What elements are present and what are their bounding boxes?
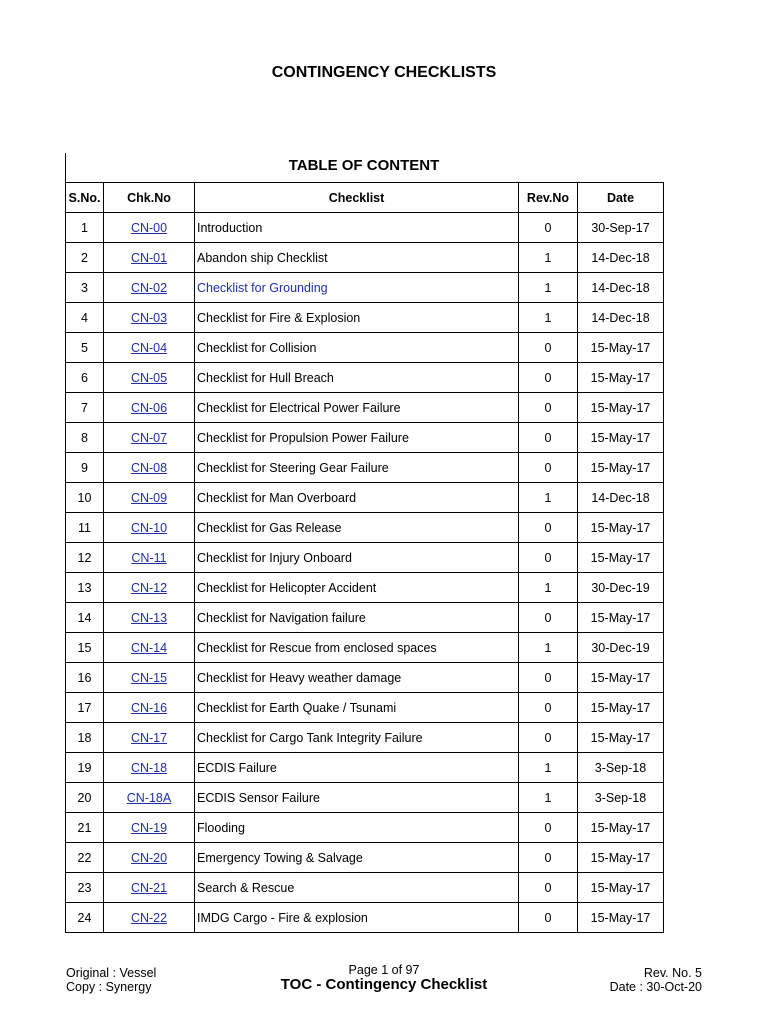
row-sno: 19 (66, 753, 104, 783)
row-date: 15-May-17 (578, 543, 664, 573)
row-date: 30-Dec-19 (578, 573, 664, 603)
row-chk-cell (104, 393, 195, 423)
row-date: 15-May-17 (578, 723, 664, 753)
row-sno: 6 (66, 363, 104, 393)
checklist-link[interactable]: CN-01 (130, 250, 168, 265)
row-rev-no: 0 (519, 873, 578, 903)
row-date: 15-May-17 (578, 363, 664, 393)
row-rev-no: 0 (519, 813, 578, 843)
row-date: 14-Dec-18 (578, 273, 664, 303)
row-date: 14-Dec-18 (578, 303, 664, 333)
row-sno: 22 (66, 843, 104, 873)
row-date: 15-May-17 (578, 423, 664, 453)
row-rev-no: 1 (519, 243, 578, 273)
checklist-link[interactable]: CN-15 (130, 670, 168, 685)
table-row (66, 393, 664, 423)
toc-table (65, 182, 664, 933)
header-rev-no: Rev.No (519, 183, 578, 213)
footer-rev: Rev. No. 5 (643, 966, 702, 980)
row-checklist-name: Search & Rescue (195, 873, 519, 903)
row-checklist-name: Flooding (195, 813, 519, 843)
row-checklist-name: Checklist for Propulsion Power Failure (195, 423, 519, 453)
table-row (66, 603, 664, 633)
table-row (66, 843, 664, 873)
row-chk-cell (104, 273, 195, 303)
checklist-link[interactable]: CN-06 (130, 400, 168, 415)
row-date: 3-Sep-18 (578, 783, 664, 813)
row-date: 30-Sep-17 (578, 213, 664, 243)
header-date: Date (578, 183, 664, 213)
row-checklist-name: Emergency Towing & Salvage (195, 843, 519, 873)
row-checklist-name: Checklist for Injury Onboard (195, 543, 519, 573)
row-chk-cell (104, 573, 195, 603)
table-row (66, 873, 664, 903)
table-row (66, 693, 664, 723)
row-sno: 4 (66, 303, 104, 333)
row-date: 15-May-17 (578, 843, 664, 873)
checklist-link[interactable]: CN-05 (130, 370, 168, 385)
row-date: 15-May-17 (578, 813, 664, 843)
row-rev-no: 0 (519, 393, 578, 423)
row-date: 15-May-17 (578, 903, 664, 933)
checklist-link[interactable]: CN-00 (130, 220, 168, 235)
checklist-link[interactable]: CN-13 (130, 610, 168, 625)
table-row (66, 303, 664, 333)
row-rev-no: 0 (519, 843, 578, 873)
row-date: 15-May-17 (578, 453, 664, 483)
row-rev-no: 0 (519, 693, 578, 723)
table-row (66, 453, 664, 483)
checklist-link[interactable]: CN-02 (130, 280, 168, 295)
checklist-link[interactable]: CN-19 (130, 820, 168, 835)
row-date: 3-Sep-18 (578, 753, 664, 783)
row-rev-no: 0 (519, 663, 578, 693)
row-chk-cell (104, 693, 195, 723)
row-checklist-name: Checklist for Fire & Explosion (195, 303, 519, 333)
row-chk-cell (104, 873, 195, 903)
toc-header-row (66, 183, 664, 213)
checklist-link[interactable]: CN-08 (130, 460, 168, 475)
row-sno: 5 (66, 333, 104, 363)
row-chk-cell (104, 783, 195, 813)
row-date: 30-Dec-19 (578, 633, 664, 663)
row-sno: 24 (66, 903, 104, 933)
header-sno: S.No. (66, 183, 104, 213)
row-checklist-name: Checklist for Hull Breach (195, 363, 519, 393)
footer-doc-title: TOC - Contingency Checklist (280, 976, 488, 993)
row-rev-no: 1 (519, 303, 578, 333)
row-date: 15-May-17 (578, 693, 664, 723)
table-row (66, 513, 664, 543)
row-rev-no: 1 (519, 573, 578, 603)
table-row (66, 483, 664, 513)
table-row (66, 543, 664, 573)
row-checklist-name: ECDIS Failure (195, 753, 519, 783)
row-chk-cell (104, 633, 195, 663)
row-chk-cell (104, 723, 195, 753)
row-checklist-name: IMDG Cargo - Fire & explosion (195, 903, 519, 933)
row-chk-cell (104, 423, 195, 453)
row-sno: 21 (66, 813, 104, 843)
row-rev-no: 0 (519, 453, 578, 483)
row-checklist-name: Checklist for Grounding (195, 273, 519, 303)
row-rev-no: 1 (519, 783, 578, 813)
header-chk-no: Chk.No (104, 183, 195, 213)
row-rev-no: 0 (519, 333, 578, 363)
row-rev-no: 0 (519, 363, 578, 393)
row-checklist-name: Checklist for Rescue from enclosed spaces (195, 633, 519, 663)
row-chk-cell (104, 663, 195, 693)
row-chk-cell (104, 363, 195, 393)
checklist-link[interactable]: CN-22 (130, 910, 168, 925)
row-chk-cell (104, 813, 195, 843)
table-row (66, 423, 664, 453)
row-date: 15-May-17 (578, 663, 664, 693)
row-chk-cell (104, 543, 195, 573)
row-chk-cell (104, 753, 195, 783)
checklist-link[interactable]: CN-17 (130, 730, 168, 745)
row-chk-cell (104, 453, 195, 483)
row-checklist-name: ECDIS Sensor Failure (195, 783, 519, 813)
checklist-link[interactable]: CN-16 (130, 700, 168, 715)
row-checklist-name: Introduction (195, 213, 519, 243)
checklist-link[interactable]: CN-04 (130, 340, 168, 355)
row-rev-no: 1 (519, 633, 578, 663)
row-rev-no: 0 (519, 213, 578, 243)
row-chk-cell (104, 303, 195, 333)
table-row (66, 633, 664, 663)
row-checklist-name: Checklist for Earth Quake / Tsunami (195, 693, 519, 723)
row-chk-cell (104, 603, 195, 633)
table-row (66, 273, 664, 303)
table-row (66, 243, 664, 273)
footer-copy: Copy : Synergy (66, 980, 152, 994)
row-rev-no: 1 (519, 753, 578, 783)
checklist-link[interactable]: CN-14 (130, 640, 168, 655)
row-checklist-name: Abandon ship Checklist (195, 243, 519, 273)
checklist-link[interactable]: CN-09 (130, 490, 168, 505)
row-checklist-name: Checklist for Electrical Power Failure (195, 393, 519, 423)
checklist-link[interactable]: CN-18 (130, 760, 168, 775)
footer-date: Date : 30-Oct-20 (609, 980, 702, 994)
table-row (66, 333, 664, 363)
row-checklist-name: Checklist for Gas Release (195, 513, 519, 543)
table-row (66, 723, 664, 753)
row-date: 14-Dec-18 (578, 243, 664, 273)
checklist-link[interactable]: CN-03 (130, 310, 168, 325)
row-sno: 12 (66, 543, 104, 573)
checklist-link[interactable]: CN-12 (130, 580, 168, 595)
footer-original: Original : Vessel (66, 966, 157, 980)
row-checklist-name: Checklist for Heavy weather damage (195, 663, 519, 693)
row-sno: 14 (66, 603, 104, 633)
row-chk-cell (104, 483, 195, 513)
header-checklist: Checklist (195, 183, 519, 213)
row-date: 15-May-17 (578, 603, 664, 633)
row-sno: 11 (66, 513, 104, 543)
row-sno: 16 (66, 663, 104, 693)
row-sno: 9 (66, 453, 104, 483)
row-rev-no: 0 (519, 513, 578, 543)
row-date: 15-May-17 (578, 333, 664, 363)
table-row (66, 783, 664, 813)
row-date: 15-May-17 (578, 873, 664, 903)
row-chk-cell (104, 243, 195, 273)
row-date: 15-May-17 (578, 513, 664, 543)
toc-heading: TABLE OF CONTENT (288, 157, 440, 174)
document-title: CONTINGENCY CHECKLISTS (271, 64, 497, 81)
table-row (66, 813, 664, 843)
row-checklist-name: Checklist for Collision (195, 333, 519, 363)
table-row (66, 363, 664, 393)
row-rev-no: 0 (519, 903, 578, 933)
row-rev-no: 0 (519, 723, 578, 753)
row-sno: 10 (66, 483, 104, 513)
row-sno: 18 (66, 723, 104, 753)
row-sno: 1 (66, 213, 104, 243)
row-sno: 3 (66, 273, 104, 303)
checklist-link[interactable]: CN-10 (130, 520, 168, 535)
row-chk-cell (104, 513, 195, 543)
checklist-link[interactable]: CN-21 (130, 880, 168, 895)
row-date: 15-May-17 (578, 393, 664, 423)
row-checklist-name: Checklist for Man Overboard (195, 483, 519, 513)
row-rev-no: 0 (519, 423, 578, 453)
table-row (66, 753, 664, 783)
row-date: 14-Dec-18 (578, 483, 664, 513)
row-chk-cell (104, 213, 195, 243)
row-checklist-name: Checklist for Cargo Tank Integrity Failure (195, 723, 519, 753)
checklist-link[interactable]: CN-11 (131, 550, 167, 565)
row-chk-cell (104, 843, 195, 873)
row-chk-cell (104, 333, 195, 363)
row-checklist-name: Checklist for Helicopter Accident (195, 573, 519, 603)
checklist-link[interactable]: CN-20 (130, 850, 168, 865)
row-sno: 7 (66, 393, 104, 423)
footer-right (610, 966, 702, 994)
row-sno: 17 (66, 693, 104, 723)
table-row (66, 213, 664, 243)
footer-page-number: Page 1 of 97 (348, 963, 420, 977)
toc-body (66, 213, 664, 933)
row-sno: 15 (66, 633, 104, 663)
row-sno: 13 (66, 573, 104, 603)
checklist-link[interactable]: CN-18A (126, 790, 172, 805)
row-rev-no: 1 (519, 483, 578, 513)
checklist-link[interactable]: CN-07 (130, 430, 168, 445)
table-row (66, 573, 664, 603)
row-rev-no: 1 (519, 273, 578, 303)
row-sno: 2 (66, 243, 104, 273)
row-sno: 8 (66, 423, 104, 453)
row-rev-no: 0 (519, 603, 578, 633)
row-sno: 20 (66, 783, 104, 813)
row-sno: 23 (66, 873, 104, 903)
table-row (66, 903, 664, 933)
row-rev-no: 0 (519, 543, 578, 573)
row-checklist-name: Checklist for Navigation failure (195, 603, 519, 633)
table-row (66, 663, 664, 693)
row-checklist-name: Checklist for Steering Gear Failure (195, 453, 519, 483)
row-chk-cell (104, 903, 195, 933)
